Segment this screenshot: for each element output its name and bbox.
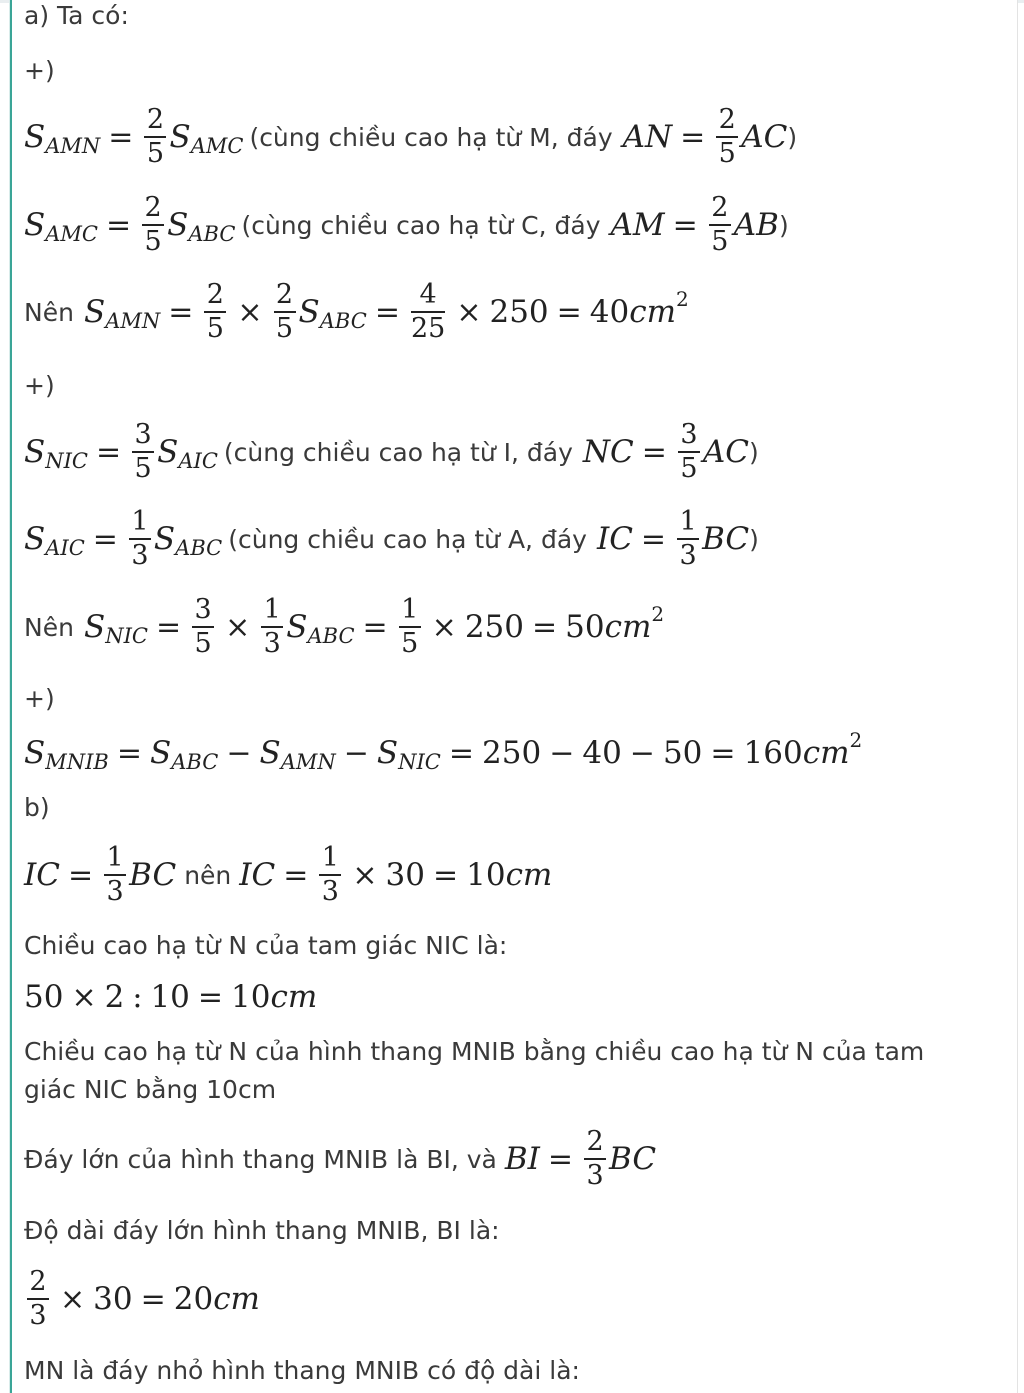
equation-5: S NIC = $\frac{3}{5}$ S AIC (cùng chiều cao hạ từ I, đáy NC = $\frac{3}{5}$ AC ) (24, 419, 759, 484)
fraction: $\frac{3}{5}$ (192, 595, 214, 659)
equation-11: $\frac{2}{3}$ × 30 = 20 cm (24, 1262, 260, 1336)
fraction: $\frac{3}{5}$ (678, 420, 700, 484)
small-base-heading: MN là đáy nhỏ hình thang MNIB có độ dài là: (24, 1355, 580, 1385)
bullet-1: +) (24, 55, 55, 85)
equation-1: S AMN = $\frac{2}{5}$ S AMC (cùng chiều cao hạ từ M, đáy AN = $\frac{2}{5}$ AC ) (24, 104, 798, 169)
section-a-label: a) Ta có: (24, 0, 129, 30)
fraction: $\frac{1}{3}$ (319, 843, 341, 907)
trapezoid-height-paragraph: Chiều cao hạ từ N của hình thang MNIB bằng chiều cao hạ từ N của tam giác NIC bằng 10cm (24, 1037, 925, 1104)
fraction: $\frac{1}{5}$ (399, 595, 421, 659)
bullet-2: +) (24, 370, 55, 400)
fraction: $\frac{2}{3}$ (584, 1127, 606, 1191)
fraction: $\frac{1}{3}$ (677, 507, 699, 571)
fraction: $\frac{2}{5}$ (142, 193, 164, 257)
fraction: $\frac{1}{3}$ (129, 507, 151, 571)
fraction: $\frac{2}{5}$ (709, 193, 731, 257)
big-base-length-heading: Độ dài đáy lớn hình thang MNIB, BI là: (24, 1215, 500, 1245)
height-heading: Chiều cao hạ từ N của tam giác NIC là: (24, 930, 508, 960)
equation-10: 50 × 2 : 10 = 10 cm (24, 979, 318, 1015)
equation-6: S AIC = $\frac{1}{3}$ S ABC (cùng chiều cao hạ từ A, đáy IC = $\frac{1}{3}$ BC ) (24, 506, 759, 571)
fraction: $\frac{1}{3}$ (261, 595, 283, 659)
equation-8: S MNIB = S ABC − S AMN − S NIC = 250 − 40 − 50 = 160 cm 2 (24, 728, 863, 774)
panel-right-edge (1017, 0, 1018, 1393)
equation-2: S AMC = $\frac{2}{5}$ S ABC (cùng chiều cao hạ từ C, đáy AM = $\frac{2}{5}$ AB ) (24, 192, 789, 257)
fraction: $\frac{2}{3}$ (27, 1267, 49, 1331)
fraction: $\frac{1}{3}$ (104, 843, 126, 907)
fraction: $\frac{2}{5}$ (716, 105, 738, 169)
equation-3: Nên S AMN = $\frac{2}{5}$ × $\frac{2}{5}$ S ABC = $\frac{4}{25}$ × 250 = 40 cm 2 (24, 279, 689, 344)
section-b-label: b) (24, 792, 50, 822)
fraction: $\frac{2}{5}$ (144, 105, 166, 169)
equation-7: Nên S NIC = $\frac{3}{5}$ × $\frac{1}{3}$ S ABC = $\frac{1}{5}$ × 250 = 50 cm 2 (24, 594, 665, 659)
equation-9: IC = $\frac{1}{3}$ BC nên IC = $\frac{1}{3}$ × 30 = 10 cm (24, 842, 553, 907)
big-base-line: Đáy lớn của hình thang MNIB là BI, và BI = $\frac{2}{3}$ BC (24, 1126, 657, 1191)
fraction: $\frac{2}{5}$ (274, 280, 296, 344)
bullet-3: +) (24, 683, 55, 713)
fraction: $\frac{2}{5}$ (204, 280, 226, 344)
fraction: $\frac{4}{25}$ (410, 279, 446, 344)
fraction: $\frac{3}{5}$ (132, 420, 154, 484)
